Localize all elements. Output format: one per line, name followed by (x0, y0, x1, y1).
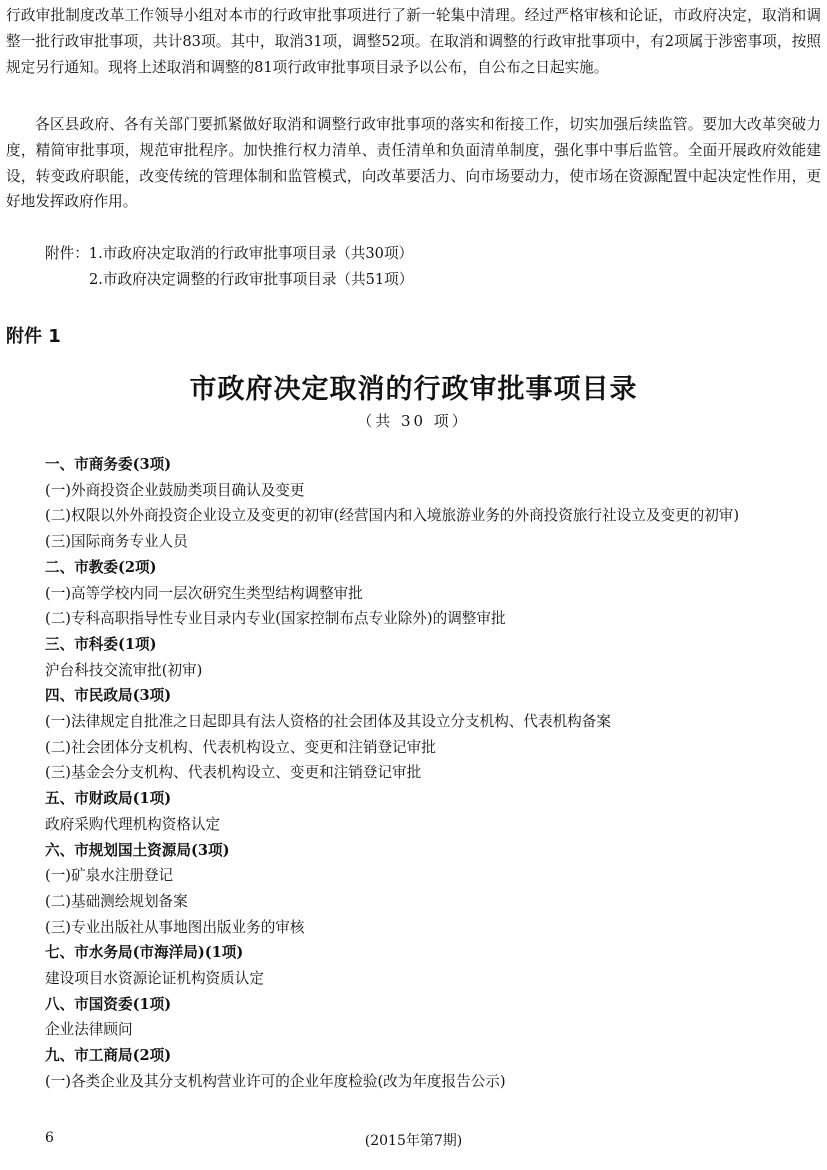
catalog-item: (三)国际商务专业人员 (45, 533, 188, 551)
appendix-heading: 附件 1 (6, 326, 61, 347)
catalog-item: (二)社会团体分支机构、代表机构设立、变更和注销登记审批 (45, 738, 436, 756)
catalog-section-heading: 六、市规划国土资源局(3项) (45, 841, 230, 859)
catalog-item: (一)外商投资企业鼓励类项目确认及变更 (45, 481, 305, 499)
catalog-item: (一)各类企业及其分支机构营业许可的企业年度检验(改为年度报告公示) (45, 1072, 506, 1090)
issue-label: (2015年第7期) (364, 1133, 463, 1149)
body-paragraph-1: 行政审批制度改革工作领导小组对本市的行政审批事项进行了新一轮集中清理。经过严格审核和论证，市政府决定，取消和调整一批行政审批事项，共计83项。其中，取消31项，调整52项。在取消和调整的行政审批事项中，有2项属于涉密事项，按照规定另行通知。现将上述取消和调整的81项行政审批事项目录予以公布，自公布之日起实施。 (6, 7, 821, 76)
catalog-item: (二)基础测绘规划备案 (45, 892, 188, 910)
catalog-item: 政府采购代理机构资格认定 (45, 815, 221, 833)
catalog-item: (一)高等学校内同一层次研究生类型结构调整审批 (45, 584, 363, 602)
catalog-section-heading: 九、市工商局(2项) (45, 1047, 172, 1065)
attachment-line-1: 附件：1.市政府决定取消的行政审批事项目录（共30项） (45, 245, 414, 262)
catalog-section-heading: 三、市科委(1项) (45, 635, 157, 653)
catalog-section-heading: 五、市财政局(1项) (45, 790, 172, 808)
catalog-item: 企业法律顾问 (45, 1021, 133, 1039)
catalog-item: (三)基金会分支机构、代表机构设立、变更和注销登记审批 (45, 764, 422, 782)
catalog-subtitle: （共 30 项） (357, 412, 470, 430)
catalog-item: (一)法律规定自批准之日起即具有法人资格的社会团体及其设立分支机构、代表机构备案 (45, 713, 611, 731)
catalog-section-heading: 二、市教委(2项) (45, 558, 157, 576)
catalog-section-heading: 一、市商务委(3项) (45, 456, 172, 473)
attachment-line-2: 2.市政府决定调整的行政审批事项目录（共51项） (89, 271, 414, 288)
catalog-item: 沪台科技交流审批(初审) (45, 661, 203, 679)
catalog-section-heading: 七、市水务局(市海洋局)(1项) (45, 944, 244, 962)
body-paragraph-2: 各区县政府、各有关部门要抓紧做好取消和调整行政审批事项的落实和衔接工作，切实加强后续监管。要加大改革突破力度，精简审批事项，规范审批程序。加快推行权力清单、责任清单和负面清单制度，强化事中事后监管。全面开展政府效能建设，转变政府职能，改变传统的管理体制和监管模式，向改革要活力、向市场要动力，使市场在资源配置中起决定性作用，更好地发挥政府作用。 (6, 116, 821, 211)
catalog-list (0, 452, 827, 1095)
catalog-item: (二)专科高职指导性专业目录内专业(国家控制布点专业除外)的调整审批 (45, 610, 506, 628)
catalog-item: (一)矿泉水注册登记 (45, 867, 174, 885)
page-number: 6 (45, 1130, 54, 1146)
catalog-section-heading: 四、市民政局(3项) (45, 687, 172, 705)
catalog-title: 市政府决定取消的行政审批事项目录 (189, 374, 638, 405)
catalog-section-heading: 八、市国资委(1项) (45, 995, 172, 1013)
catalog-item: (三)专业出版社从事地图出版业务的审核 (45, 918, 305, 936)
catalog-item: 建设项目水资源论证机构资质认定 (45, 970, 264, 988)
catalog-item: (二)权限以外外商投资企业设立及变更的初审(经营国内和入境旅游业务的外商投资旅行社设立及变更的初审) (45, 507, 740, 525)
